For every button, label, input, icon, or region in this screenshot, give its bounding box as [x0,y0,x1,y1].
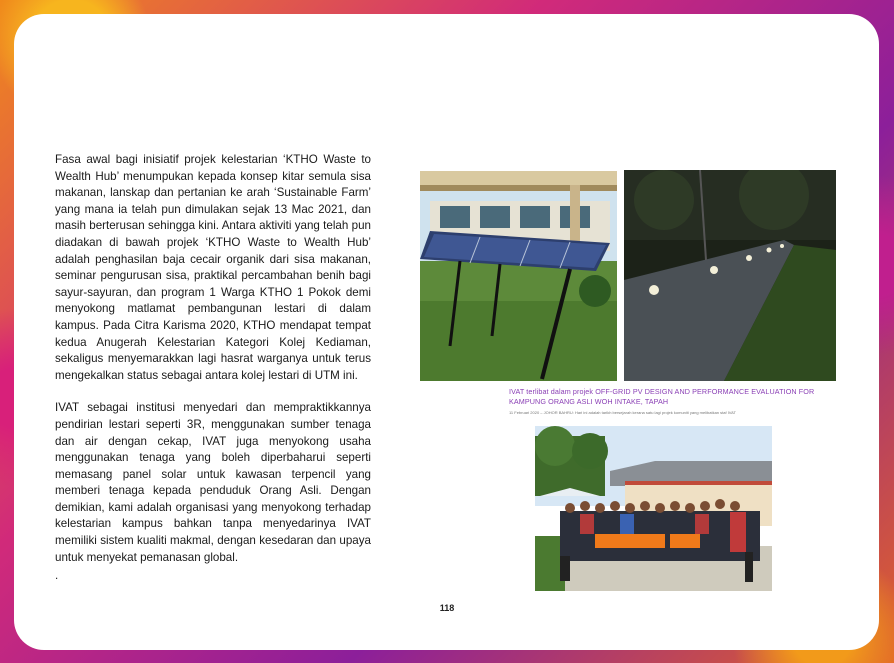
trailing-mark: . [55,569,59,583]
body-text [55,152,371,585]
group-photo [535,426,772,591]
paragraph-ivat: IVAT sebagai institusi menyedari dan mempraktikkannya pendirian lestari seperti 3R, menggunakan sumber tenaga dan air dengan cekap, IVAT juga menyokong usaha menggunakan tenaga yang boleh diperbaharui seperti memasang panel solar untuk kawasan terpencil yang memberi tenaga kepada penduduk Orang Asli. Dengan demikian, kami adalah organisasi yang menyokong terhadap kelestarian kampus bahkan tanpa menyedarinya IVAT memiliki sistem kualiti makmal, dengan kesedaran dan upaya untuk menyekat pemanasan global. [55,401,371,564]
paragraph-ktho: Fasa awal bagi inisiatif projek kelestarian ‘KTHO Waste to Wealth Hub’ menumpukan kepada konsep kitar semula sisa makanan, lanskap dan pertanian ke arah ‘Sustainable Farm’ yang mana ia telah pun dimulakan sejak 13 Mac 2021, dan masih berterusan sehingga kini. Antara aktiviti yang telah pun diadakan di bawah projek ‘KTHO Waste to Wealth Hub’ adalah penghasilan baja cecair organik dari sisa makanan, seminar pengurusan sisa, praktikal percambahan benih bagi sayur-sayuran, dan program 1 Warga KTHO 1 Pokok demi menyokong matlamat pembangunan lestari di dalam kampus. Pada Citra Karisma 2020, KTHO mendapat tempat kedua Anugerah Kelestarian Kategori Kolej Kediaman, sekaligus menyemarakkan lagi hasrat warganya untuk terus mengekalkan status sebagai antara kolej lestari di UTM ini. [55,153,371,382]
photo-caption-title: IVAT terlibat dalam projek OFF-GRID PV DESIGN AND PERFORMANCE EVALUATION FOR KAMPUNG ORANG ASLI WOH INTAKE, TAPAH [509,387,815,406]
photo-caption-subtitle: 11 Februari 2020 – JOHOR BAHRU: Hari ini adalah tarikh bersejarah kerana satu lagi projek komuniti yang melibatkan staf IVAT [509,410,736,415]
page-number: 118 [439,603,455,613]
night-pathway-photo [624,170,836,381]
solar-panel-photo [420,171,617,381]
